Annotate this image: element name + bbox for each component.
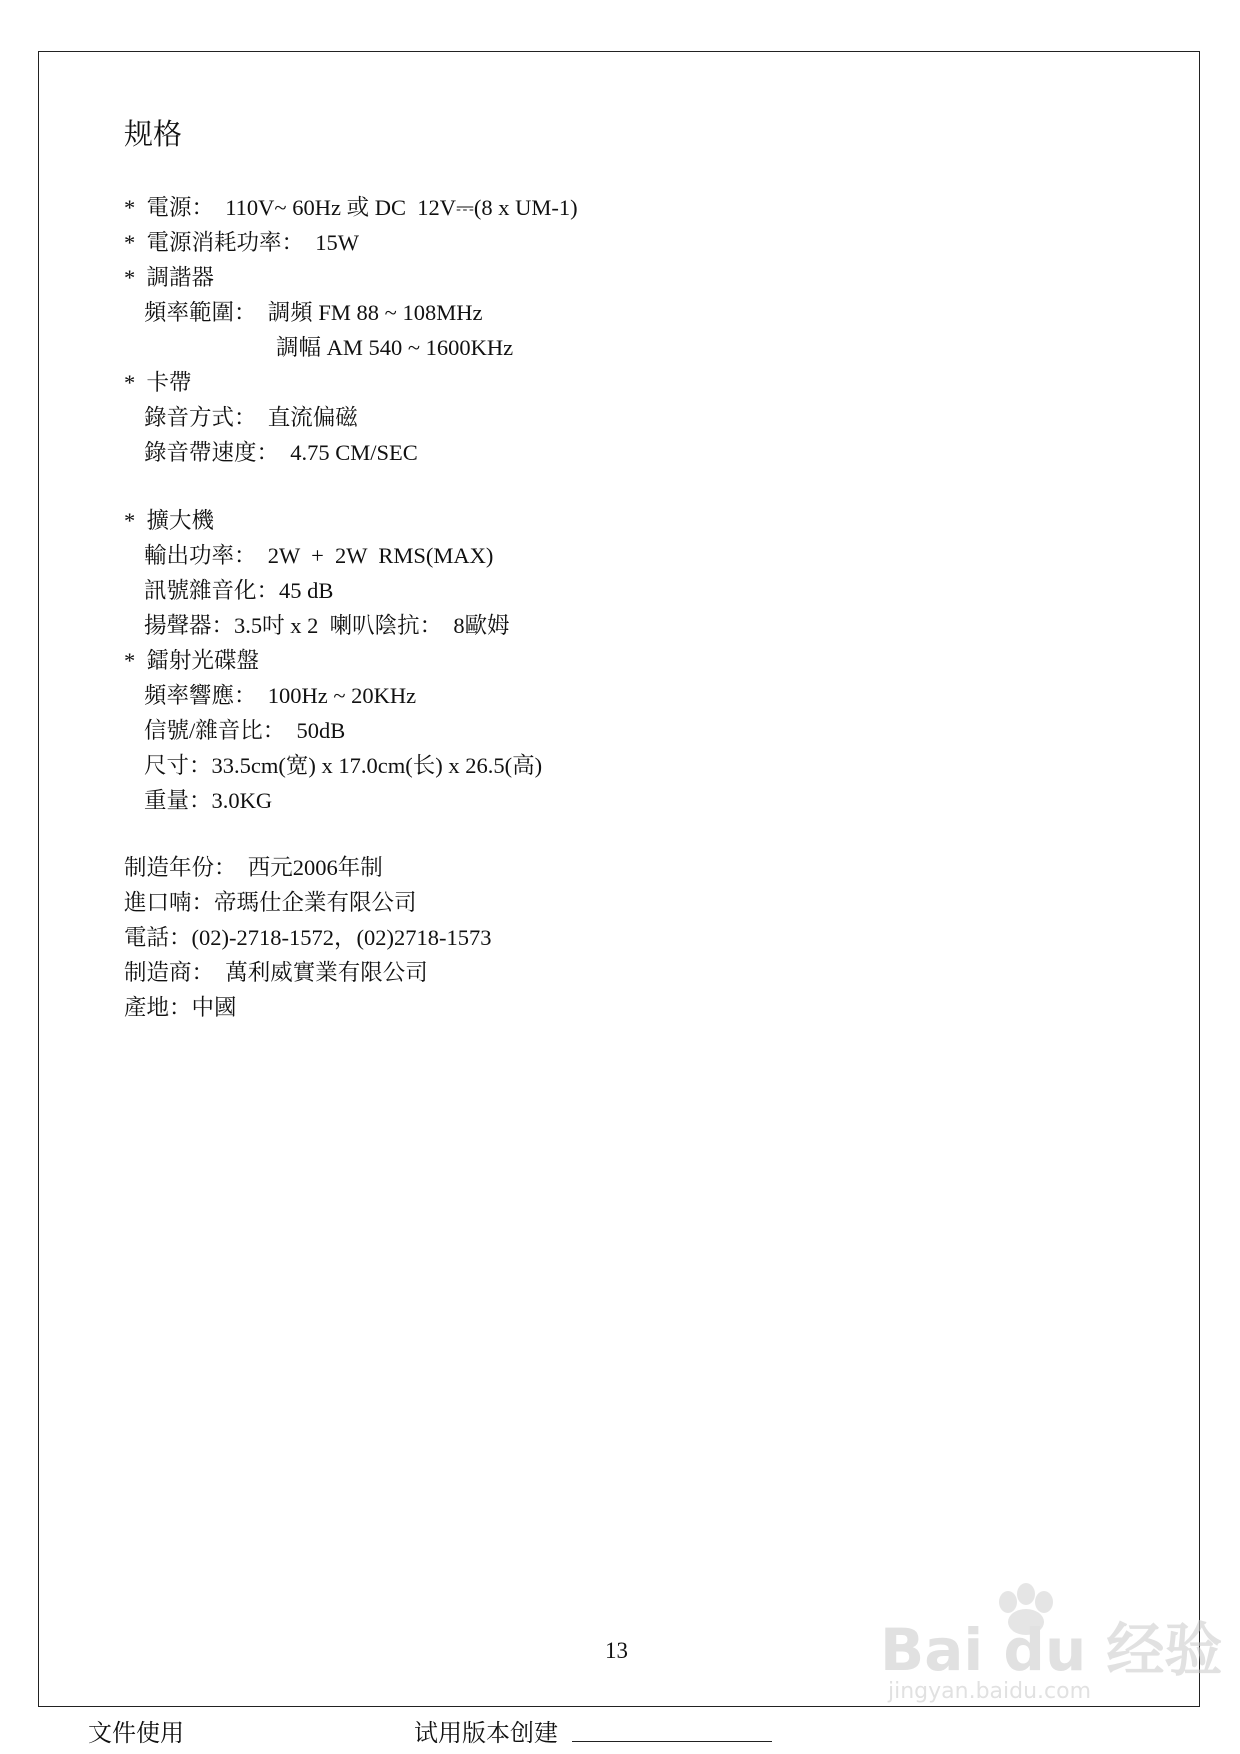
info-phone: 電話：(02)-2718-1572，(02)2718-1573 [124,925,492,950]
info-origin: 產地：中國 [124,995,237,1020]
spec-dimensions: 尺寸：33.5cm(宽) x 17.0cm(长) x 26.5(高) [144,753,543,778]
page-number: 13 [605,1638,628,1663]
footer-right-text: 试用版本创建 [414,1721,558,1747]
spec-tuner-fm: 頻率範圍： 調頻 FM 88 ~ 108MHz [144,300,483,325]
spec-recording-method: 錄音方式： 直流偏磁 [144,405,358,430]
spec-consumption: * 電源消耗功率： 15W [124,230,359,255]
spec-amp-header: * 擴大機 [124,508,215,533]
spec-weight: 重量：3.0KG [144,788,273,813]
watermark-url: jingyan.baidu.com [888,1679,1092,1704]
footer-underline [572,1741,772,1742]
info-importer: 進口喃：帝瑪仕企業有限公司 [124,890,417,915]
page-title: 规格 [124,119,183,151]
spec-speaker: 揚聲器：3.5吋 x 2 喇叭陰抗： 8歐姆 [144,613,510,638]
footer-left-text: 文件使用 [88,1721,184,1747]
spec-snr: 訊號雜音化：45 dB [144,578,334,603]
baidu-watermark-logo [880,1572,1223,1704]
info-manufacturer: 制造商： 萬利威實業有限公司 [124,960,428,985]
spec-tuner-header: * 調諧器 [124,265,215,290]
spec-output-power: 輸出功率： 2W + 2W RMS(MAX) [144,543,494,568]
spec-freq-response: 頻率響應： 100Hz ~ 20KHz [144,683,417,708]
spec-tuner-am: 調幅 AM 540 ~ 1600KHz [276,335,514,360]
watermark-brand: Bai du 经验 [880,1616,1223,1684]
info-year: 制造年份： 西元2006年制 [124,855,383,880]
spec-tape-speed: 錄音帶速度： 4.75 CM/SEC [144,440,418,465]
spec-cassette-header: * 卡帶 [124,370,192,395]
spec-power: * 電源： 110V~ 60Hz 或 DC 12V⎓(8 x UM-1) [124,195,578,220]
spec-signal-noise: 信號/雜音比： 50dB [144,718,346,743]
spec-cd-header: * 鐳射光碟盤 [124,648,260,673]
